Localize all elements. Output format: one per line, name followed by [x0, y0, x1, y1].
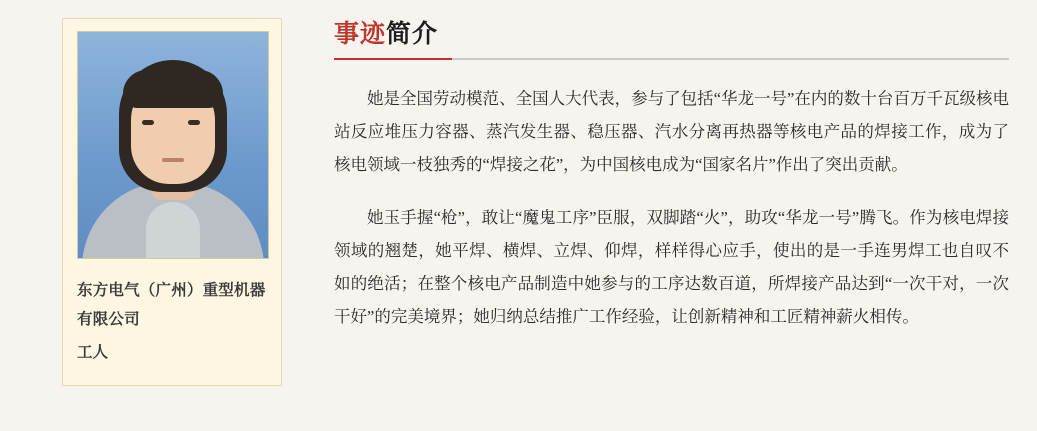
paragraph-2: 她玉手握“枪”，敢让“魔鬼工序”臣服，双脚踏“火”，助攻“华龙一号”腾飞。作为核电焊接领域的翘楚，她平焊、横焊、立焊、仰焊，样样得心应手，使出的是一手连男焊工也自叹不如的绝活；在整个核电产品制造中她参与的工序达数百道，所焊接产品达到“一次干对，一次干好”的完美境界；她归纳总结推广工作经验，让创新精神和工匠精神薪火相传。: [334, 208, 1009, 326]
photo-eye-right: [188, 120, 200, 125]
portrait-frame: [77, 31, 269, 259]
profile-card: [62, 18, 282, 386]
content-area: [282, 0, 1037, 431]
profile-organization: 东方电气（广州）重型机器有限公司: [77, 282, 266, 328]
photo-eye-left: [142, 120, 154, 125]
section-title: [334, 14, 1009, 60]
paragraph-1: 她是全国劳动模范、全国人大代表，参与了包括“华龙一号”在内的数十台百万千瓦级核电站反应堆压力容器、蒸汽发生器、稳压器、汽水分离再热器等核电产品的焊接工作，成为了核电领域一枝独秀的“焊接之花”，为中国核电成为“国家名片”作出了突出贡献。: [334, 89, 1009, 174]
photo-fringe: [123, 70, 223, 108]
section-title-accent: 事迹: [334, 20, 387, 48]
section-title-rest: 简介: [386, 20, 439, 48]
profile-role: 工人: [77, 344, 109, 362]
photo-mouth: [162, 158, 184, 162]
portrait-photo: [78, 32, 268, 258]
